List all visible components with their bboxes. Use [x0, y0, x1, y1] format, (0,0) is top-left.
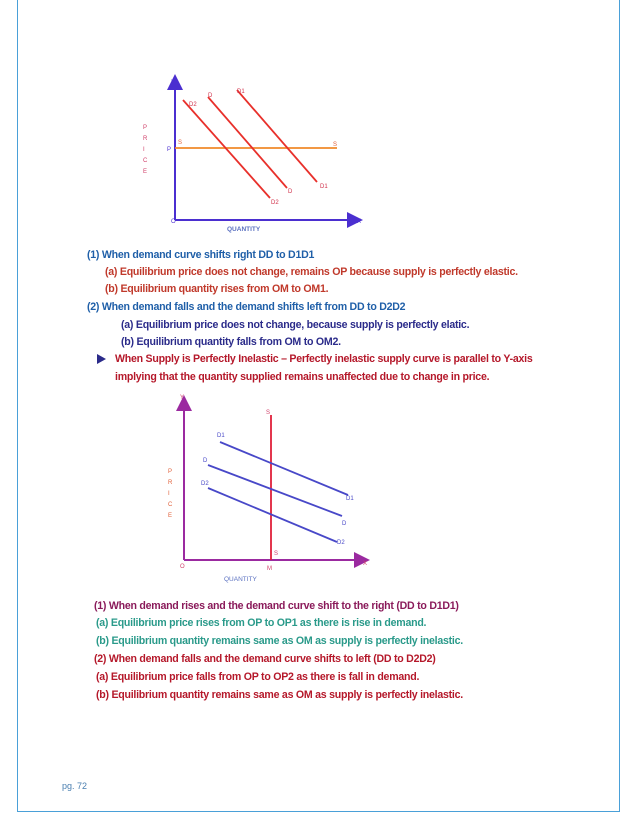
text-line: (a) Equilibrium price does not change, because supply is perfectly elatic.	[121, 319, 470, 331]
demand-label: D1	[346, 496, 354, 502]
m-label: M	[267, 566, 272, 572]
demand-label: D2	[201, 481, 209, 487]
demand-label: D	[342, 521, 347, 527]
supply-label: S	[333, 142, 338, 148]
price-letter: C	[168, 502, 173, 508]
triangle-right-icon	[97, 354, 106, 364]
price-letter: P	[168, 469, 173, 475]
demand-label: D1	[217, 433, 225, 439]
text-line: (1) When demand curve shifts right DD to D1D1	[87, 249, 315, 261]
demand-curve-d1	[220, 442, 348, 495]
diagram-elastic-supply	[125, 70, 375, 240]
y-axis-label: Y	[171, 80, 176, 86]
demand-label: D	[288, 189, 293, 195]
price-letter: R	[168, 480, 173, 486]
page-number: pg. 72	[62, 781, 88, 791]
text-line: When Supply is Perfectly Inelastic – Perfectly inelastic supply curve is parallel to Y-axis	[115, 353, 533, 365]
price-letter: E	[168, 513, 173, 519]
text-line: (1) When demand rises and the demand curve shift to the right (DD to D1D1)	[94, 600, 459, 612]
supply-label: S	[274, 551, 279, 557]
origin-label: O	[180, 564, 185, 570]
demand-curve-d1	[237, 90, 317, 182]
p-label: P	[167, 147, 172, 153]
text-line: (a) Equilibrium price does not change, remains OP because supply is perfectly elastic.	[105, 266, 518, 278]
diagram-inelastic-supply	[140, 385, 380, 585]
demand-label: D1	[320, 184, 328, 190]
demand-label: D	[203, 458, 208, 464]
demand-label: D2	[189, 102, 197, 108]
xlabel: QUANTITY	[224, 576, 257, 583]
text-line: (b) Equilibrium quantity rises from OM to OM1.	[105, 283, 329, 295]
text-line: implying that the quantity supplied remains unaffected due to change in price.	[115, 371, 490, 383]
supply-label: S	[266, 410, 271, 416]
supply-label: S	[178, 140, 183, 146]
xlabel: QUANTITY	[227, 226, 261, 233]
text-line: (2) When demand falls and the demand curve shifts to left (DD to D2D2)	[94, 653, 436, 665]
text-line: (b) Equilibrium quantity remains same as OM as supply is perfectly inelastic.	[96, 689, 463, 701]
demand-label: D2	[271, 200, 279, 206]
price-letter: R	[143, 136, 148, 142]
demand-curve-d2	[208, 488, 337, 542]
origin-label: O	[171, 219, 176, 225]
price-letter: I	[143, 147, 145, 153]
demand-curve-d2	[183, 100, 270, 198]
text-line: (b) Equilibrium quantity remains same as OM as supply is perfectly inelastic.	[96, 635, 463, 647]
price-letter: E	[143, 169, 148, 175]
x-axis-label: X	[357, 219, 362, 225]
text-line: (a) Equilibrium price rises from OP to OP1 as there is rise in demand.	[96, 617, 427, 629]
demand-label: D1	[237, 89, 245, 95]
text-line: (a) Equilibrium price falls from OP to OP2 as there is fall in demand.	[96, 671, 420, 683]
y-axis-label: Y	[180, 395, 185, 401]
demand-curve-d	[208, 465, 342, 516]
price-letter: C	[143, 158, 148, 164]
price-letter: P	[143, 125, 148, 131]
x-axis-label: X	[363, 561, 368, 567]
demand-label: D	[208, 93, 213, 99]
demand-label: D2	[337, 540, 345, 546]
text-line: (2) When demand falls and the demand shifts left from DD to D2D2	[87, 301, 406, 313]
text-line: (b) Equilibrium quantity falls from OM to OM2.	[121, 336, 341, 348]
price-letter: I	[168, 491, 170, 497]
